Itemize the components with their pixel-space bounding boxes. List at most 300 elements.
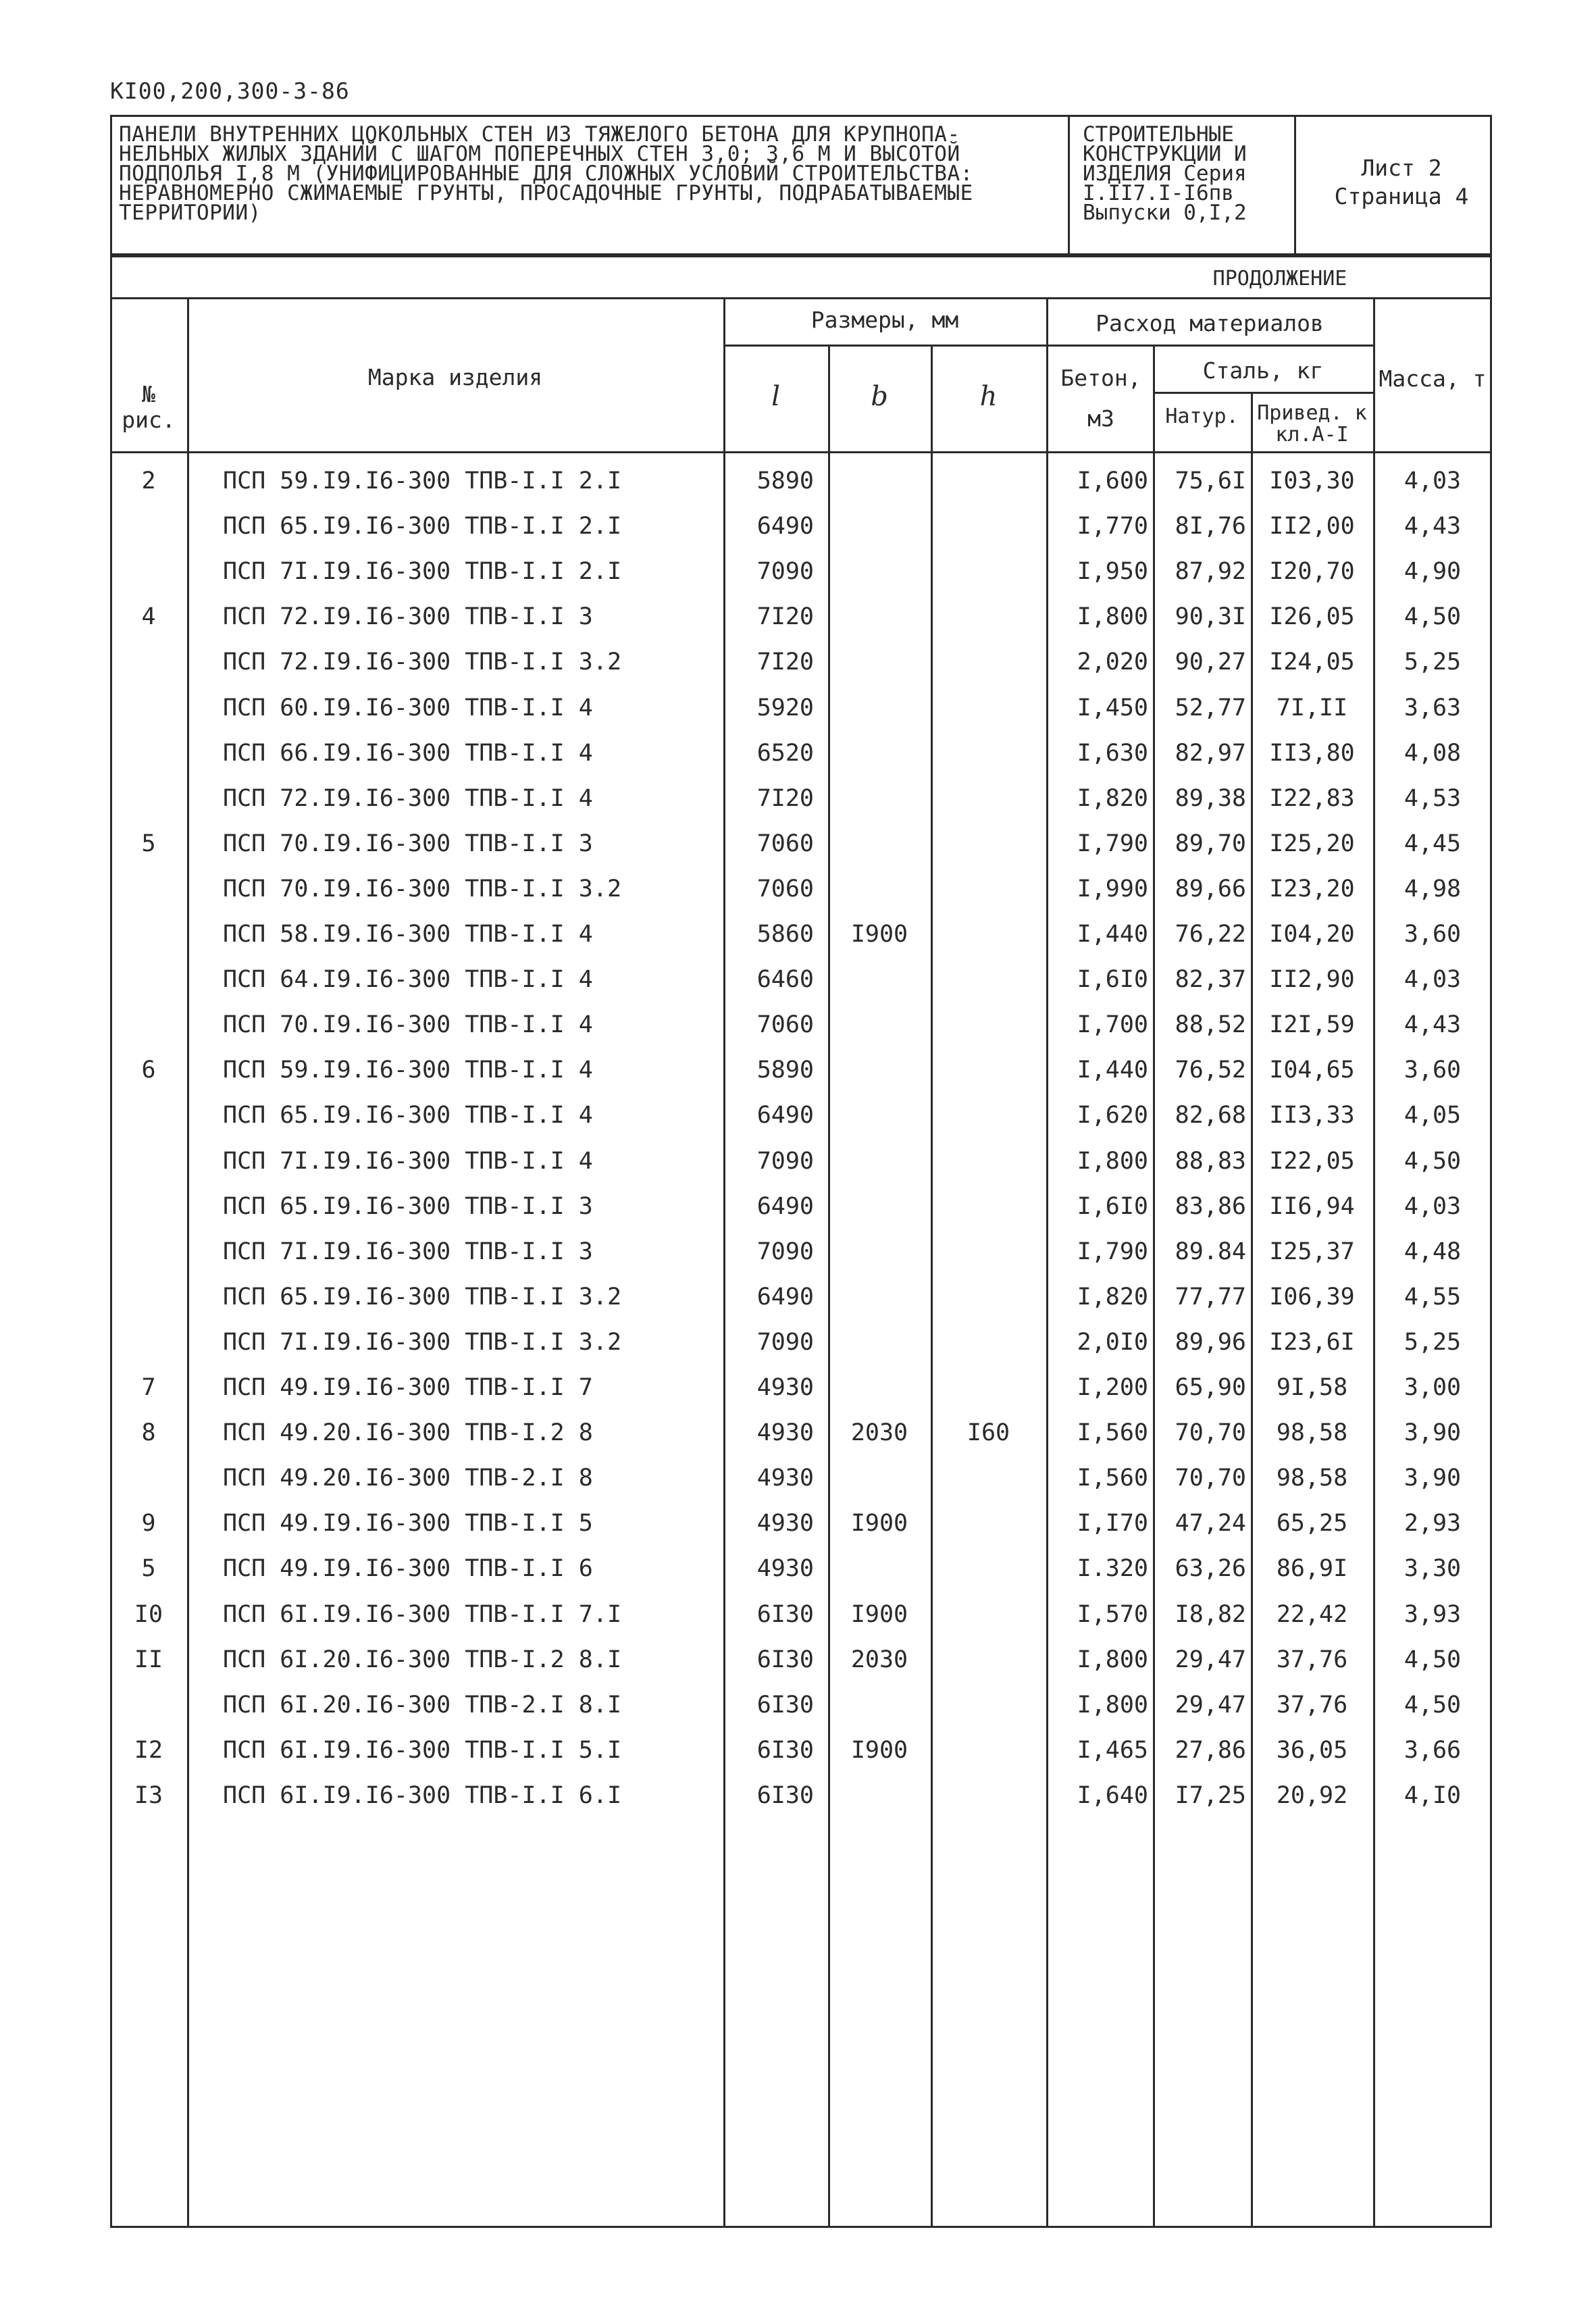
cell-mark: ПСП 49.I9.I6-300 ТПВ-I.I 6 xyxy=(223,1555,593,1582)
cell-fig xyxy=(122,1146,176,1176)
continuation-label: ПРОДОЛЖЕНИЕ xyxy=(1212,267,1347,290)
cell-mass: 4,03 xyxy=(1404,1193,1462,1220)
cell-reduced: I26,05 xyxy=(1269,603,1355,630)
cell-mark: ПСП 65.I9.I6-300 ТПВ-I.I 3 xyxy=(223,1193,593,1220)
cell-concrete: I,620 xyxy=(1077,1102,1148,1129)
cell-reduced: II3,80 xyxy=(1269,740,1355,767)
title-line: ПАНЕЛИ ВНУТРЕННИХ ЦОКОЛЬНЫХ СТЕН ИЗ ТЯЖЕЛОГО БЕТОНА ДЛЯ КРУПНОПА- xyxy=(119,122,960,147)
cell-mass: 3,30 xyxy=(1404,1555,1462,1582)
cell-b xyxy=(828,1554,931,1583)
cell-natural: I7,25 xyxy=(1175,1782,1246,1809)
cell-reduced: I25,20 xyxy=(1269,830,1355,857)
cell-mass: 5,25 xyxy=(1404,649,1462,676)
cell-fig: I0 xyxy=(134,1601,163,1628)
cell-mass: 4,45 xyxy=(1404,830,1462,857)
cell-fig xyxy=(122,693,176,723)
header-rule-materials xyxy=(1046,345,1373,347)
cell-natural: 82,97 xyxy=(1175,740,1246,767)
cell-mass: 3,63 xyxy=(1404,694,1462,721)
cell-b xyxy=(828,1055,931,1085)
header-concrete: Бетон, м3 xyxy=(1060,365,1141,432)
cell-reduced: 7I,II xyxy=(1276,694,1348,721)
cell-reduced: 36,05 xyxy=(1276,1737,1348,1764)
cell-fig xyxy=(122,1327,176,1357)
cell-mark: ПСП 49.20.I6-300 ТПВ-2.I 8 xyxy=(223,1465,593,1492)
cell-mass: 4,43 xyxy=(1404,1011,1462,1038)
cell-mass: 3,00 xyxy=(1404,1374,1462,1401)
cell-concrete: I,800 xyxy=(1077,1692,1148,1719)
cell-mass: 3,93 xyxy=(1404,1601,1462,1628)
cell-l: 6520 xyxy=(756,740,814,767)
cell-mark: ПСП 6I.20.I6-300 ТПВ-I.2 8.I xyxy=(223,1646,622,1673)
cell-fig xyxy=(122,874,176,904)
series-line: Выпуски 0,I,2 xyxy=(1083,201,1247,225)
cell-reduced: 98,58 xyxy=(1276,1419,1348,1446)
header-b: b xyxy=(871,381,888,412)
cell-concrete: I,6I0 xyxy=(1077,966,1148,993)
cell-reduced: I24,05 xyxy=(1269,649,1355,676)
cell-b: I900 xyxy=(850,1601,908,1628)
cell-mark: ПСП 65.I9.I6-300 ТПВ-I.I 4 xyxy=(223,1102,593,1129)
title-divider xyxy=(1068,115,1070,255)
header-rule-steel xyxy=(1153,392,1373,394)
cell-reduced: I22,83 xyxy=(1269,785,1355,812)
cell-b: 2030 xyxy=(850,1419,908,1446)
cell-b xyxy=(828,1282,931,1312)
cell-h xyxy=(931,1192,1046,1221)
cell-mass: 4,55 xyxy=(1404,1283,1462,1311)
header-bottom-rule xyxy=(110,451,1492,453)
cell-h xyxy=(931,1600,1046,1629)
cell-b xyxy=(828,965,931,994)
cell-natural: 47,24 xyxy=(1175,1510,1246,1537)
cell-natural: 70,70 xyxy=(1175,1419,1246,1446)
cell-concrete: I,770 xyxy=(1077,513,1148,540)
series-divider xyxy=(1294,115,1296,255)
cell-l: 6490 xyxy=(756,513,814,540)
cell-b xyxy=(828,1192,931,1221)
cell-concrete: I,640 xyxy=(1077,1782,1148,1809)
cell-fig: 2 xyxy=(141,467,156,494)
cell-fig: 7 xyxy=(141,1374,156,1401)
cell-reduced: I23,6I xyxy=(1269,1329,1355,1356)
cell-fig: 4 xyxy=(141,603,156,630)
cell-fig xyxy=(122,1463,176,1493)
cell-mark: ПСП 7I.I9.I6-300 ТПВ-I.I 4 xyxy=(223,1148,593,1175)
cell-fig: II xyxy=(134,1646,163,1673)
cell-mark: ПСП 49.I9.I6-300 ТПВ-I.I 5 xyxy=(223,1510,593,1537)
cell-h xyxy=(931,738,1046,768)
cell-concrete: I,600 xyxy=(1077,467,1148,494)
cell-l: 6I30 xyxy=(756,1737,814,1764)
cell-l: 7060 xyxy=(756,875,814,903)
cell-reduced: II2,90 xyxy=(1269,966,1355,993)
cell-l: 6I30 xyxy=(756,1601,814,1628)
cell-fig xyxy=(122,1192,176,1221)
cell-reduced: I22,05 xyxy=(1269,1148,1355,1175)
cell-concrete: 2,0I0 xyxy=(1077,1329,1148,1356)
sheet-number: Лист 2 xyxy=(1361,155,1442,181)
cell-h xyxy=(931,647,1046,677)
cell-mark: ПСП 59.I9.I6-300 ТПВ-I.I 2.I xyxy=(223,467,622,494)
cell-fig xyxy=(122,784,176,813)
cell-reduced: II6,94 xyxy=(1269,1193,1355,1220)
title-line: ПОДПОЛЬЯ I,8 М (УНИФИЦИРОВАННЫЕ ДЛЯ СЛОЖНЫХ УСЛОВИЙ СТРОИТЕЛЬСТВА: xyxy=(119,161,973,186)
cell-mark: ПСП 49.I9.I6-300 ТПВ-I.I 7 xyxy=(223,1374,593,1401)
cell-concrete: I,570 xyxy=(1077,1601,1148,1628)
cell-b: I900 xyxy=(850,1510,908,1537)
cell-concrete: I,700 xyxy=(1077,1011,1148,1038)
table-top-rule xyxy=(110,297,1492,299)
cell-h xyxy=(931,1645,1046,1675)
cell-b xyxy=(828,1100,931,1130)
cell-h xyxy=(931,784,1046,813)
cell-l: 4930 xyxy=(756,1374,814,1401)
cell-l: 7060 xyxy=(756,830,814,857)
cell-b xyxy=(828,1146,931,1176)
cell-concrete: I,790 xyxy=(1077,1238,1148,1265)
cell-natural: 90,3I xyxy=(1175,603,1246,630)
cell-reduced: I03,30 xyxy=(1269,467,1355,494)
cell-reduced: II3,33 xyxy=(1269,1102,1355,1129)
cell-l: 6490 xyxy=(756,1193,814,1220)
series-line: ИЗДЕЛИЯ Серия xyxy=(1083,161,1247,186)
cell-h xyxy=(931,1508,1046,1538)
cell-mass: 4,03 xyxy=(1404,966,1462,993)
cell-mark: ПСП 65.I9.I6-300 ТПВ-I.I 3.2 xyxy=(223,1283,622,1311)
cell-h xyxy=(931,1690,1046,1720)
cell-h xyxy=(931,1781,1046,1810)
cell-fig xyxy=(122,965,176,994)
series-info xyxy=(1083,122,1285,225)
cell-fig: 6 xyxy=(141,1057,156,1084)
cell-mark: ПСП 6I.I9.I6-300 ТПВ-I.I 7.I xyxy=(223,1601,622,1628)
cell-mass: 4,05 xyxy=(1404,1102,1462,1129)
cell-concrete: I,200 xyxy=(1077,1374,1148,1401)
cell-natural: 29,47 xyxy=(1175,1692,1246,1719)
cell-l: 7090 xyxy=(756,558,814,585)
cell-b xyxy=(828,466,931,496)
cell-b xyxy=(828,1237,931,1267)
cell-mass: 3,60 xyxy=(1404,1057,1462,1084)
series-line: КОНСТРУКЦИИ И xyxy=(1083,142,1247,166)
cell-natural: 76,22 xyxy=(1175,921,1246,948)
cell-fig xyxy=(122,557,176,586)
cell-fig xyxy=(122,1282,176,1312)
cell-h xyxy=(931,1373,1046,1402)
cell-concrete: I,800 xyxy=(1077,1646,1148,1673)
cell-h xyxy=(931,1463,1046,1493)
cell-reduced: 9I,58 xyxy=(1276,1374,1348,1401)
header-natural: Натур. xyxy=(1165,405,1239,428)
cell-mark: ПСП 66.I9.I6-300 ТПВ-I.I 4 xyxy=(223,740,593,767)
cell-l: 7I20 xyxy=(756,649,814,676)
cell-mark: ПСП 70.I9.I6-300 ТПВ-I.I 3 xyxy=(223,830,593,857)
cell-mark: ПСП 70.I9.I6-300 ТПВ-I.I 4 xyxy=(223,1011,593,1038)
cell-l: 4930 xyxy=(756,1465,814,1492)
cell-concrete: I,560 xyxy=(1077,1419,1148,1446)
cell-l: 7I20 xyxy=(756,785,814,812)
cell-mass: 4,50 xyxy=(1404,1692,1462,1719)
cell-mark: ПСП 7I.I9.I6-300 ТПВ-I.I 2.I xyxy=(223,558,622,585)
cell-natural: 89.84 xyxy=(1175,1238,1246,1265)
cell-fig: I2 xyxy=(134,1737,163,1764)
cell-l: 6490 xyxy=(756,1283,814,1311)
cell-h xyxy=(931,1237,1046,1267)
cell-concrete: I,820 xyxy=(1077,1283,1148,1311)
cell-mark: ПСП 58.I9.I6-300 ТПВ-I.I 4 xyxy=(223,921,593,948)
cell-b xyxy=(828,1690,931,1720)
cell-b xyxy=(828,1327,931,1357)
cell-b xyxy=(828,602,931,632)
cell-reduced: 86,9I xyxy=(1276,1555,1348,1582)
cell-mass: 4,I0 xyxy=(1404,1782,1462,1809)
header-h: h xyxy=(979,381,998,412)
cell-fig xyxy=(122,1010,176,1040)
header-mark: Марка изделия xyxy=(367,364,543,390)
cell-b xyxy=(828,1463,931,1493)
cell-natural: 29,47 xyxy=(1175,1646,1246,1673)
cell-b xyxy=(828,693,931,723)
cell-mark: ПСП 72.I9.I6-300 ТПВ-I.I 3 xyxy=(223,603,593,630)
cell-reduced: II2,00 xyxy=(1269,513,1355,540)
cell-mass: 3,90 xyxy=(1404,1419,1462,1446)
cell-concrete: I,790 xyxy=(1077,830,1148,857)
cell-mark: ПСП 59.I9.I6-300 ТПВ-I.I 4 xyxy=(223,1057,593,1084)
cell-concrete: I,440 xyxy=(1077,921,1148,948)
col-line-fig xyxy=(187,297,189,2228)
cell-b xyxy=(828,738,931,768)
cell-fig xyxy=(122,1690,176,1720)
cell-natural: 89,96 xyxy=(1175,1329,1246,1356)
cell-concrete: I,560 xyxy=(1077,1465,1148,1492)
cell-natural: 89,70 xyxy=(1175,830,1246,857)
cell-mass: 4,48 xyxy=(1404,1238,1462,1265)
col-line-mark xyxy=(723,297,725,2228)
cell-h xyxy=(931,1554,1046,1583)
cell-l: 7090 xyxy=(756,1148,814,1175)
cell-mass: 4,98 xyxy=(1404,875,1462,903)
cell-b xyxy=(828,511,931,541)
cell-natural: 63,26 xyxy=(1175,1555,1246,1582)
cell-l: 5890 xyxy=(756,1057,814,1084)
cell-natural: 75,6I xyxy=(1175,467,1246,494)
cell-b: 2030 xyxy=(850,1646,908,1673)
cell-natural: 82,68 xyxy=(1175,1102,1246,1129)
header-rule-dims xyxy=(723,345,1046,347)
cell-h xyxy=(931,965,1046,994)
cell-l: 6460 xyxy=(756,966,814,993)
cell-concrete: I.320 xyxy=(1077,1555,1148,1582)
cell-concrete: I,800 xyxy=(1077,603,1148,630)
cell-fig xyxy=(122,919,176,949)
cell-mass: 3,60 xyxy=(1404,921,1462,948)
cell-concrete: 2,020 xyxy=(1077,649,1148,676)
cell-mark: ПСП 72.I9.I6-300 ТПВ-I.I 4 xyxy=(223,785,593,812)
cell-h xyxy=(931,919,1046,949)
header-dims: Размеры, мм xyxy=(810,307,959,333)
cell-reduced: I23,20 xyxy=(1269,875,1355,903)
cell-mark: ПСП 70.I9.I6-300 ТПВ-I.I 3.2 xyxy=(223,875,622,903)
cell-natural: 89,38 xyxy=(1175,785,1246,812)
cell-reduced: 65,25 xyxy=(1276,1510,1348,1537)
cell-mark: ПСП 6I.20.I6-300 ТПВ-2.I 8.I xyxy=(223,1692,622,1719)
cell-mass: 3,66 xyxy=(1404,1737,1462,1764)
cell-l: 5890 xyxy=(756,467,814,494)
cell-h xyxy=(931,1735,1046,1765)
cell-l: 6490 xyxy=(756,1102,814,1129)
page-number: Страница 4 xyxy=(1334,183,1469,209)
cell-reduced: I2I,59 xyxy=(1269,1011,1355,1038)
cell-l: 6I30 xyxy=(756,1646,814,1673)
cell-mass: 4,50 xyxy=(1404,1148,1462,1175)
cell-h xyxy=(931,829,1046,859)
title-line: ТЕРРИТОРИИ) xyxy=(119,201,261,225)
document-code: КI00,200,300-3-86 xyxy=(110,78,350,104)
cell-mark: ПСП 7I.I9.I6-300 ТПВ-I.I 3.2 xyxy=(223,1329,622,1356)
cell-reduced: 37,76 xyxy=(1276,1646,1348,1673)
cell-natural: 76,52 xyxy=(1175,1057,1246,1084)
cell-reduced: I04,20 xyxy=(1269,921,1355,948)
cell-natural: 27,86 xyxy=(1175,1737,1246,1764)
cell-reduced: I04,65 xyxy=(1269,1057,1355,1084)
cell-mass: 3,90 xyxy=(1404,1465,1462,1492)
title-line: НЕРАВНОМЕРНО СЖИМАЕМЫЕ ГРУНТЫ, ПРОСАДОЧНЫЕ ГРУНТЫ, ПОДРАБАТЫВАЕМЫЕ xyxy=(119,181,973,205)
cell-natural: 65,90 xyxy=(1175,1374,1246,1401)
col-line-concrete xyxy=(1153,345,1155,2228)
cell-b xyxy=(828,1010,931,1040)
cell-fig: I3 xyxy=(134,1782,163,1809)
cell-fig: 5 xyxy=(141,1555,156,1582)
cell-h xyxy=(931,1146,1046,1176)
cell-h xyxy=(931,1010,1046,1040)
cell-concrete: I,800 xyxy=(1077,1148,1148,1175)
header-materials: Расход материалов xyxy=(1096,310,1324,336)
cell-natural: 82,37 xyxy=(1175,966,1246,993)
header-reduced: Привед. к кл.А-I xyxy=(1257,401,1367,447)
cell-l: 7I20 xyxy=(756,603,814,630)
cell-l: 7060 xyxy=(756,1011,814,1038)
cell-concrete: I,820 xyxy=(1077,785,1148,812)
cell-fig xyxy=(122,511,176,541)
cell-natural: 89,66 xyxy=(1175,875,1246,903)
cell-mass: 2,93 xyxy=(1404,1510,1462,1537)
cell-natural: 88,52 xyxy=(1175,1011,1246,1038)
cell-l: 7090 xyxy=(756,1329,814,1356)
cell-reduced: 22,42 xyxy=(1276,1601,1348,1628)
cell-b xyxy=(828,647,931,677)
cell-fig xyxy=(122,1237,176,1267)
cell-l: 4930 xyxy=(756,1555,814,1582)
cell-b xyxy=(828,784,931,813)
header-mass: Масса, т xyxy=(1379,365,1487,392)
cell-natural: 8I,76 xyxy=(1175,513,1246,540)
cell-h xyxy=(931,1055,1046,1085)
cell-reduced: I06,39 xyxy=(1269,1283,1355,1311)
cell-natural: 77,77 xyxy=(1175,1283,1246,1311)
cell-mass: 4,53 xyxy=(1404,785,1462,812)
cell-h xyxy=(931,693,1046,723)
cell-reduced: I25,37 xyxy=(1269,1238,1355,1265)
cell-b: I900 xyxy=(850,1737,908,1764)
cell-l: 5860 xyxy=(756,921,814,948)
cell-fig xyxy=(122,1100,176,1130)
cell-reduced: 98,58 xyxy=(1276,1465,1348,1492)
cell-h xyxy=(931,1100,1046,1130)
cell-mark: ПСП 72.I9.I6-300 ТПВ-I.I 3.2 xyxy=(223,649,622,676)
series-line: СТРОИТЕЛЬНЫЕ xyxy=(1083,122,1234,147)
cell-mass: 4,90 xyxy=(1404,558,1462,585)
cell-l: 6I30 xyxy=(756,1692,814,1719)
cell-concrete: I,950 xyxy=(1077,558,1148,585)
header-steel: Сталь, кг xyxy=(1202,357,1324,384)
cell-b xyxy=(828,557,931,586)
document-title xyxy=(119,122,1051,225)
cell-l: 7090 xyxy=(756,1238,814,1265)
cell-b xyxy=(828,1781,931,1810)
cell-b xyxy=(828,874,931,904)
cell-concrete: I,440 xyxy=(1077,1057,1148,1084)
cell-mass: 4,08 xyxy=(1404,740,1462,767)
cell-reduced: 37,76 xyxy=(1276,1692,1348,1719)
cell-h xyxy=(931,466,1046,496)
cell-natural: 70,70 xyxy=(1175,1465,1246,1492)
cell-l: 4930 xyxy=(756,1419,814,1446)
header-l: l xyxy=(771,381,780,412)
cell-b xyxy=(828,1373,931,1402)
cell-mark: ПСП 6I.I9.I6-300 ТПВ-I.I 6.I xyxy=(223,1782,622,1809)
cell-b xyxy=(828,829,931,859)
cell-reduced: I20,70 xyxy=(1269,558,1355,585)
cell-mass: 5,25 xyxy=(1404,1329,1462,1356)
cell-h xyxy=(931,557,1046,586)
cell-mass: 4,50 xyxy=(1404,1646,1462,1673)
cell-concrete: I,450 xyxy=(1077,694,1148,721)
cell-fig: 8 xyxy=(141,1419,156,1446)
cell-fig: 5 xyxy=(141,830,156,857)
cell-mark: ПСП 7I.I9.I6-300 ТПВ-I.I 3 xyxy=(223,1238,593,1265)
cell-l: 5920 xyxy=(756,694,814,721)
cell-mark: ПСП 49.20.I6-300 ТПВ-I.2 8 xyxy=(223,1419,593,1446)
cell-l: 4930 xyxy=(756,1510,814,1537)
sheet-info xyxy=(1304,154,1499,211)
cell-h xyxy=(931,511,1046,541)
col-line-h xyxy=(1046,297,1048,2228)
cell-h xyxy=(931,874,1046,904)
cell-natural: 90,27 xyxy=(1175,649,1246,676)
cell-concrete: I,6I0 xyxy=(1077,1193,1148,1220)
cell-h xyxy=(931,602,1046,632)
cell-mass: 4,43 xyxy=(1404,513,1462,540)
header-fig: № рис. xyxy=(122,381,176,433)
cell-mark: ПСП 65.I9.I6-300 ТПВ-I.I 2.I xyxy=(223,513,622,540)
cell-concrete: I,630 xyxy=(1077,740,1148,767)
cell-natural: 52,77 xyxy=(1175,694,1246,721)
cell-reduced: 20,92 xyxy=(1276,1782,1348,1809)
cell-natural: 88,83 xyxy=(1175,1148,1246,1175)
cell-mass: 4,50 xyxy=(1404,603,1462,630)
cell-natural: I8,82 xyxy=(1175,1601,1246,1628)
cell-mark: ПСП 6I.I9.I6-300 ТПВ-I.I 5.I xyxy=(223,1737,622,1764)
cell-concrete: I,990 xyxy=(1077,875,1148,903)
title-line: НЕЛЬНЫХ ЖИЛЫХ ЗДАНИЙ С ШАГОМ ПОПЕРЕЧНЫХ СТЕН 3,0; 3,6 М И ВЫСОТОЙ xyxy=(119,142,960,166)
cell-natural: 83,86 xyxy=(1175,1193,1246,1220)
cell-mark: ПСП 60.I9.I6-300 ТПВ-I.I 4 xyxy=(223,694,593,721)
series-line: I.II7.I-I6пв xyxy=(1083,181,1234,205)
cell-h xyxy=(931,1327,1046,1357)
cell-concrete: I,465 xyxy=(1077,1737,1148,1764)
cell-natural: 87,92 xyxy=(1175,558,1246,585)
